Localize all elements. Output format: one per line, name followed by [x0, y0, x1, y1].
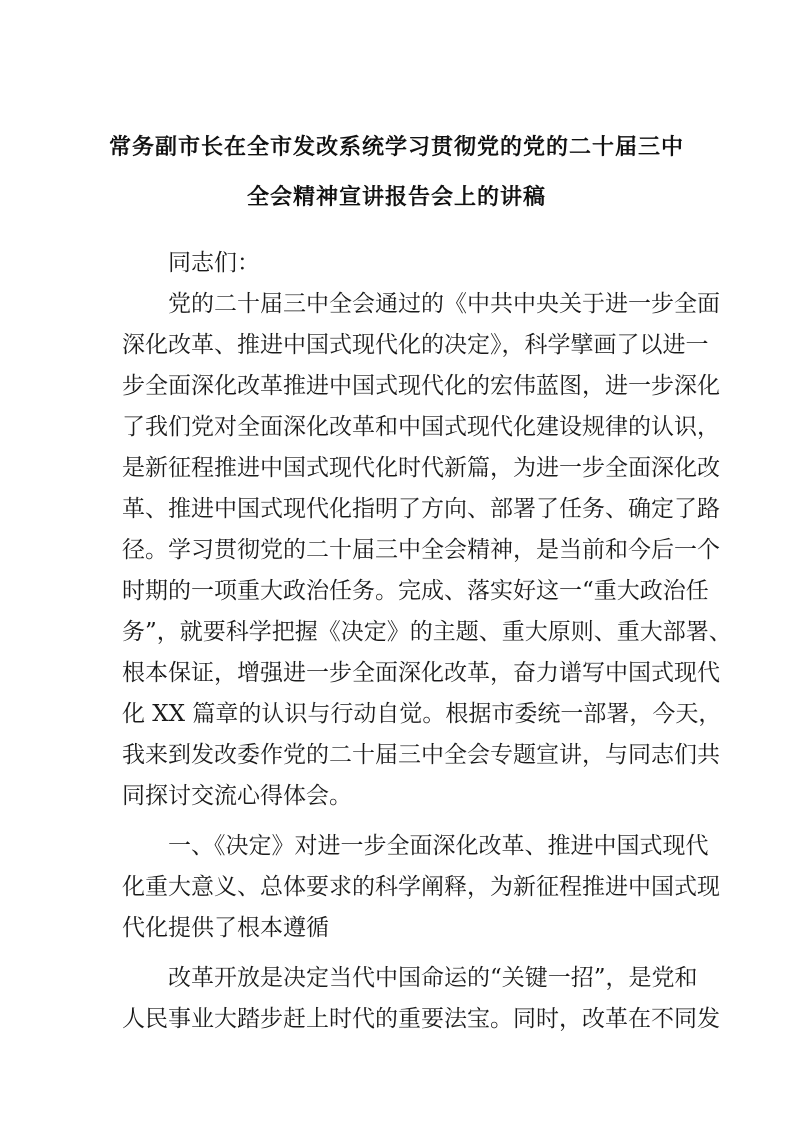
- paragraph-line: 改革开放是决定当代中国命运的“关键一招”，是党和: [168, 965, 698, 991]
- section-heading-line: 一、《决定》对进一步全面深化改革、推进中国式现代: [168, 833, 709, 859]
- salutation: 同志们：: [168, 250, 260, 276]
- section-heading-line: 化重大意义、总体要求的科学阐释，为新征程推进中国式现: [122, 874, 720, 900]
- paragraph-line: 了我们党对全面深化改革和中国式现代化建设规律的认识，: [122, 414, 720, 440]
- paragraph-line: 党的二十届三中全会通过的《中共中央关于进一步全面: [168, 291, 720, 317]
- paragraph-line: 根本保证，增强进一步全面深化改革，奋力谱写中国式现代: [122, 660, 720, 686]
- section-heading-line: 代化提供了根本遵循: [122, 915, 329, 941]
- paragraph-line: 径。学习贯彻党的二十届三中全会精神，是当前和今后一个: [122, 537, 720, 563]
- paragraph-line: 革、推进中国式现代化指明了方向、部署了任务、确定了路: [122, 496, 720, 522]
- paragraph-line: 务”，就要科学把握《决定》的主题、重大原则、重大部署、: [122, 619, 732, 645]
- paragraph-line: 时期的一项重大政治任务。完成、落实好这一“重大政治任: [122, 578, 709, 604]
- paragraph-line: 化 XX 篇章的认识与行动自觉。根据市委统一部署，今天，: [122, 701, 722, 727]
- paragraph-line: 同探讨交流心得体会。: [122, 783, 352, 809]
- paragraph-line: 是新征程推进中国式现代化时代新篇，为进一步全面深化改: [122, 455, 720, 481]
- document-title-line-1: 常务副市长在全市发改系统学习贯彻党的党的二十届三中: [108, 135, 684, 160]
- paragraph-line: 步全面深化改革推进中国式现代化的宏伟蓝图，进一步深化: [122, 373, 720, 399]
- paragraph-line: 深化改革、推进中国式现代化的决定》，科学擘画了以进一: [122, 332, 709, 358]
- paragraph-line: 人民事业大踏步赶上时代的重要法宝。同时，改革在不同发: [122, 1006, 720, 1032]
- document-title-line-2: 全会精神宣讲报告会上的讲稿: [246, 185, 546, 210]
- paragraph-line: 我来到发改委作党的二十届三中全会专题宣讲，与同志们共: [122, 742, 720, 768]
